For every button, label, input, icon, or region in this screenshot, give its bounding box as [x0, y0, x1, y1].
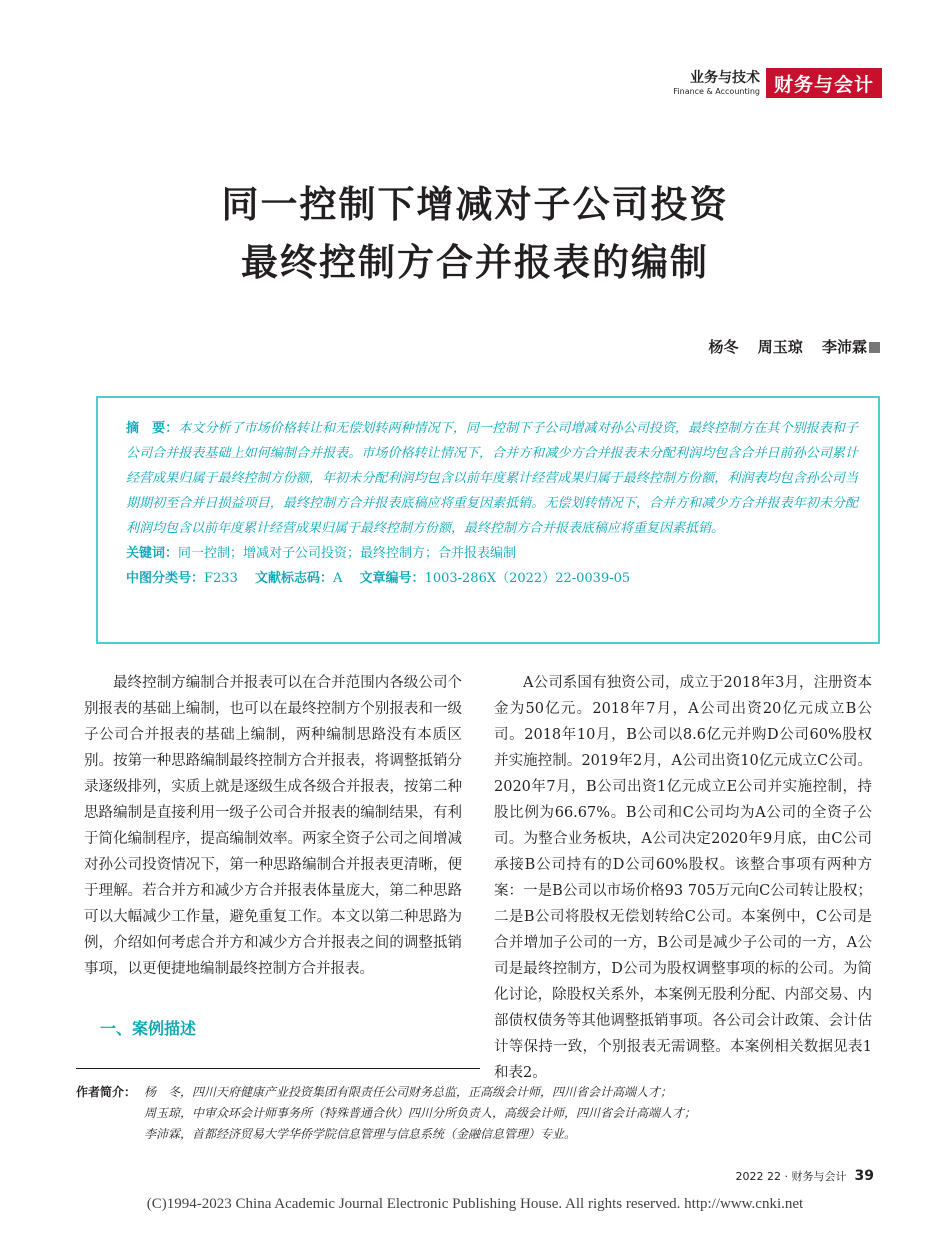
article-title	[0, 176, 950, 292]
bio-row	[76, 1124, 696, 1145]
bio-label: 作者简介：	[76, 1085, 137, 1099]
bio-row	[76, 1103, 696, 1124]
section-heading: 一、案例描述	[100, 1019, 197, 1038]
title-line-1: 同一控制下增减对子公司投资	[221, 183, 729, 226]
bio-row	[76, 1082, 696, 1103]
intro-paragraph: 最终控制方编制合并报表可以在合并范围内各级公司个别报表的基础上编制，也可以在最终控制方个别报表和一级子公司合并报表的基础上编制，两种编制思路没有本质区别。按第一种思路编制最终控制方合并报表，将调整抵销分录逐级排列，实质上就是逐级生成各级合并报表，按第二种思路编制是直接利用一级子公司合并报表的编制结果，有利于简化编制程序，提高编制效率。两家全资子公司之间增减对孙公司投资情况下，第一种思路编制合并报表更清晰，便于理解。若合并方和减少方合并报表体量庞大，第二种思路可以大幅减少工作量，避免重复工作。本文以第二种思路为例，介绍如何考虑合并方和减少方合并报表之间的调整抵销事项，以更便捷地编制最终控制方合并报表。	[84, 675, 462, 977]
author-marker-icon	[869, 342, 880, 353]
author-1: 杨冬	[708, 338, 739, 356]
keywords-line	[126, 541, 858, 566]
right-column	[494, 670, 872, 1086]
copyright-line: (C)1994-2023 China Academic Journal Electronic Publishing House. All rights reserved. http://www.cnki.net	[146, 1196, 804, 1212]
abstract-text	[126, 416, 858, 541]
brand-section-en: Finance & Accounting	[673, 87, 760, 96]
author-2: 周玉琼	[757, 338, 803, 356]
classification-line	[126, 566, 858, 591]
left-column	[84, 670, 462, 982]
journal-logo: 财务与会计	[766, 68, 882, 98]
case-paragraph: A公司系国有独资公司，成立于2018年3月，注册资本金为50亿元。2018年7月，A公司出资20亿元成立B公司。2018年10月，B公司以8.6亿元并购D公司60%股权并实施控制。2019年2月，A公司出资10亿元成立C公司。2020年7月，B公司出资1亿元成立E公司并实施控制，持股比例为66.67%。B公司和C公司均为A公司的全资子公司。为整合业务板块，A公司决定2020年9月底，由C公司承接B公司持有的D公司60%股权。该整合事项有两种方案：一是B公司以市场价格93 705万元向C公司转让股权；二是B公司将股权无偿划转给C公司。本案例中，C公司是合并增加子公司的一方，B公司是减少子公司的一方，A公司是最终控制方，D公司为股权调整事项的标的公司。为简化讨论，除股权关系外，本案例无股利分配、内部交易、内部债权债务等其他调整抵销事项。各公司会计政策、会计估计等保持一致，个别报表无需调整。本案例相关数据见表1和表2。	[494, 675, 872, 1081]
page-folio	[736, 1168, 874, 1184]
footnote-divider	[76, 1068, 480, 1069]
clc-value: F233	[204, 571, 238, 586]
author-list	[694, 336, 880, 357]
keywords-label: 关键词：	[126, 546, 179, 561]
keywords-text: 同一控制；增减对子公司投资；最终控制方；合并报表编制	[178, 546, 517, 561]
bio-line-3: 李沛霖，首都经济贸易大学华侨学院信息管理与信息系统（金融信息管理）专业。	[144, 1127, 577, 1141]
author-bios	[76, 1082, 696, 1145]
bio-line-1: 杨 冬，四川天府健康产业投资集团有限责任公司财务总监，正高级会计师，四川省会计高端人才；	[144, 1085, 673, 1099]
brand-section-cn: 业务与技术	[689, 70, 760, 86]
abstract-box	[96, 396, 880, 644]
page-number: 39	[854, 1168, 874, 1184]
article-no-value: 1003-286X（2022）22-0039-05	[424, 571, 631, 586]
journal-brand	[673, 66, 882, 100]
doc-code-value: A	[333, 571, 343, 586]
abstract-label: 摘 要：	[126, 421, 179, 436]
article-no-label: 文章编号：	[359, 571, 425, 586]
abstract-content: 本文分析了市场价格转让和无偿划转两种情况下，同一控制下子公司增减对孙公司投资，最终控制方在其个别报表和子公司合并报表基础上如何编制合并报表。市场价格转让情况下，合并方和减少方合并报表未分配利润均包含合并日前孙公司累计经营成果归属于最终控制方份额，年初未分配利润均包含以前年度累计经营成果归属于最终控制方份额，利润表均包含孙公司当期期初至合并日损益项目，最终控制方合并报表底稿应将重复因素抵销。无偿划转情况下，合并方和减少方合并报表年初未分配利润均包含以前年度累计经营成果归属于最终控制方份额，最终控制方合并报表底稿应将重复因素抵销。	[126, 421, 858, 536]
bio-line-2: 周玉琼，中审众环会计师事务所（特殊普通合伙）四川分所负责人，高级会计师，四川省会计高端人才；	[144, 1106, 697, 1120]
doc-code-label: 文献标志码：	[255, 571, 334, 586]
author-3: 李沛霖	[821, 338, 867, 356]
folio-text: 2022 22 · 财务与会计	[735, 1170, 847, 1183]
clc-label: 中图分类号：	[126, 571, 205, 586]
title-line-2: 最终控制方合并报表的编制	[241, 241, 709, 284]
